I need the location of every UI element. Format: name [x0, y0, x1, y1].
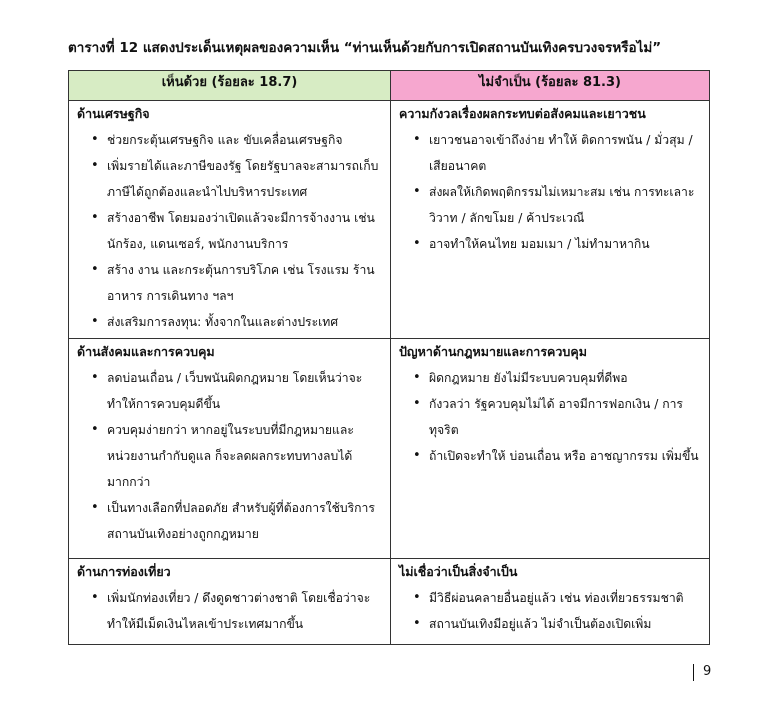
agree-cell — [69, 559, 391, 645]
not-needed-cell — [391, 339, 710, 559]
list-item: • ลดบ่อนเถื่อน / เว็บพนันผิดกฎหมาย โดยเห็นว่าจะทำให้การควบคุมดีขึ้น — [89, 365, 382, 417]
not-needed-cell — [391, 101, 710, 339]
agree-cell — [69, 101, 391, 339]
table-row — [69, 559, 710, 645]
section-title: ด้านเศรษฐกิจ — [77, 106, 150, 121]
table-caption: ตารางที่ 12 แสดงประเด็นเหตุผลของความเห็น “ท่านเห็นด้วยกับการเปิดสถานบันเทิงครบวงจรหรือไม่” — [68, 40, 662, 56]
list-item: • ถ้าเปิดจะทำให้ บ่อนเถื่อน หรือ อาชญากรรม เพิ่มขึ้น — [411, 443, 701, 469]
list-item: • สถานบันเทิงมีอยู่แล้ว ไม่จำเป็นต้องเปิดเพิ่ม — [411, 611, 701, 637]
reason-list — [399, 127, 701, 257]
agree-cell — [69, 339, 391, 559]
page-number — [694, 664, 711, 679]
list-item: • ควบคุมง่ายกว่า หากอยู่ในระบบที่มีกฎหมายและหน่วยงานกำกับดูแล ก็จะลดผลกระทบทางลบได้มากกว่า — [89, 417, 382, 495]
section-title: ด้านสังคมและการควบคุม — [77, 344, 215, 359]
header-agree: เห็นด้วย (ร้อยละ 18.7) — [69, 71, 391, 101]
table-header-row — [69, 71, 710, 101]
reason-list — [399, 365, 701, 469]
section-title: ด้านการท่องเที่ยว — [77, 564, 171, 579]
list-item: • ส่งเสริมการลงทุน: ทั้งจากในและต่างประเทศ — [89, 309, 382, 335]
list-item: • สร้าง งาน และกระตุ้นการบริโภค เช่น โรงแรม ร้านอาหาร การเดินทาง ฯลฯ — [89, 257, 382, 309]
list-item: • กังวลว่า รัฐควบคุมไม่ได้ อาจมีการฟอกเงิน / การทุจริต — [411, 391, 701, 443]
page-number-text: 9 — [703, 664, 712, 679]
reason-list — [77, 127, 382, 335]
reason-list — [77, 365, 382, 547]
reason-list — [77, 585, 382, 637]
section-title: ไม่เชื่อว่าเป็นสิ่งจำเป็น — [399, 564, 518, 579]
list-item: • สร้างอาชีพ โดยมองว่าเปิดแล้วจะมีการจ้างงาน เช่น นักร้อง, แดนเซอร์, พนักงานบริการ — [89, 205, 382, 257]
list-item: • เยาวชนอาจเข้าถึงง่าย ทำให้ ติดการพนัน / มั่วสุม / เสียอนาคต — [411, 127, 701, 179]
reason-list — [399, 585, 701, 637]
list-item: • ส่งผลให้เกิดพฤติกรรมไม่เหมาะสม เช่น การทะเลาะวิวาท / ลักขโมย / ค้าประเวณี — [411, 179, 701, 231]
not-needed-cell — [391, 559, 710, 645]
list-item: • เป็นทางเลือกที่ปลอดภัย สำหรับผู้ที่ต้องการใช้บริการสถานบันเทิงอย่างถูกกฎหมาย — [89, 495, 382, 547]
list-item: • อาจทำให้คนไทย มอมเมา / ไม่ทำมาหากิน — [411, 231, 701, 257]
list-item: • ผิดกฎหมาย ยังไม่มีระบบควบคุมที่ดีพอ — [411, 365, 701, 391]
opinion-reasons-table — [68, 70, 710, 645]
list-item: • มีวิธีผ่อนคลายอื่นอยู่แล้ว เช่น ท่องเที่ยวธรรมชาติ — [411, 585, 701, 611]
list-item: • เพิ่มรายได้และภาษีของรัฐ โดยรัฐบาลจะสามารถเก็บภาษีได้ถูกต้องและนำไปบริหารประเทศ — [89, 153, 382, 205]
section-title: ปัญหาด้านกฎหมายและการควบคุม — [399, 344, 587, 359]
list-item: • ช่วยกระตุ้นเศรษฐกิจ และ ขับเคลื่อนเศรษฐกิจ — [89, 127, 382, 153]
section-title: ความกังวลเรื่องผลกระทบต่อสังคมและเยาวชน — [399, 106, 646, 121]
list-item: • เพิ่มนักท่องเที่ยว / ดึงดูดชาวต่างชาติ โดยเชื่อว่าจะทำให้มีเม็ดเงินไหลเข้าประเทศมากขึ้น — [89, 585, 382, 637]
header-not-needed: ไม่จำเป็น (ร้อยละ 81.3) — [391, 71, 710, 101]
table-row — [69, 101, 710, 339]
table-row — [69, 339, 710, 559]
